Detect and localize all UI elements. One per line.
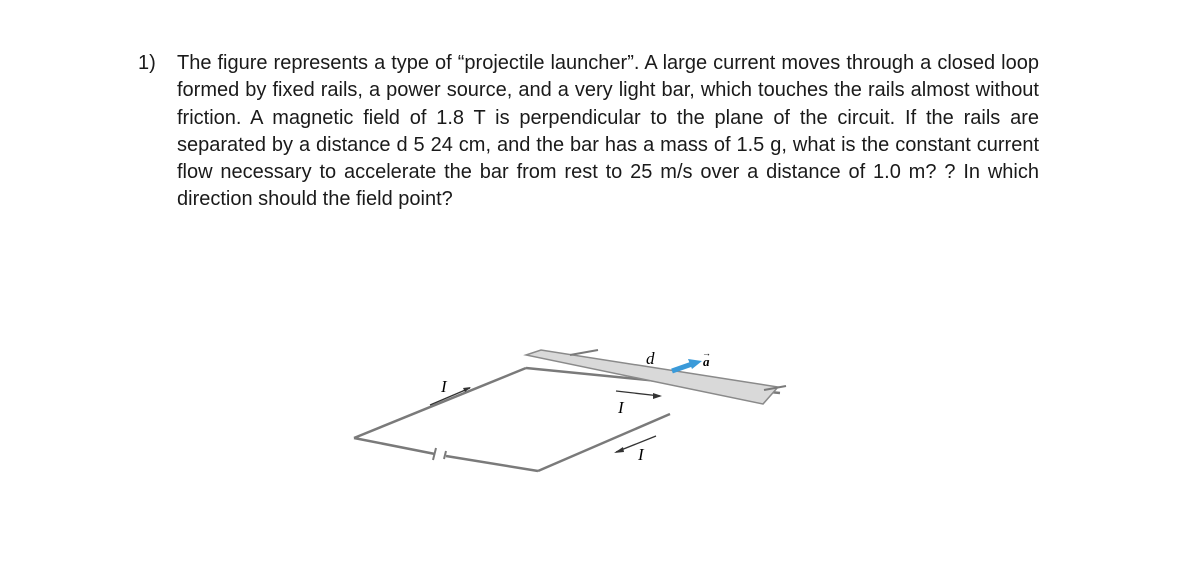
current-label-top: I: [618, 398, 624, 417]
rail-launcher-diagram: [340, 335, 800, 485]
back-rail-extension: [570, 350, 598, 355]
acceleration-arrow-shaft: [672, 364, 692, 371]
current-label-left: I: [441, 377, 447, 396]
battery-plate-short: [444, 451, 446, 459]
front-left-wire: [354, 438, 435, 454]
front-rail: [538, 414, 670, 471]
current-label-bottom: I: [638, 445, 644, 464]
distance-label: d: [646, 349, 655, 368]
rail-launcher-figure: [340, 335, 800, 485]
current-arrow-left: [430, 388, 470, 405]
problem-text: The figure represents a type of “projectile launcher”. A large current moves through a closed loop formed by fixed rails, a power source, and a very light bar, which touches the rails almost without friction. A magnetic field of 1.8 T is perpendicular to the plane of the circuit. If the rails are separated by a distance d 5 24 cm, and the bar has a mass of 1.5 g, what is the constant current flow necessary to accelerate the bar from rest to 25 m/s over a distance of 1.0 m? ? In which direction should the field point?: [177, 52, 1039, 211]
acceleration-label: a: [703, 354, 710, 369]
current-arrowhead-top: [653, 393, 662, 399]
problem-number: 1): [138, 52, 156, 74]
acceleration-vector-arrow: →: [702, 348, 711, 358]
left-back-wire: [354, 368, 526, 438]
current-arrowhead-bottom: [614, 447, 624, 453]
front-right-wire: [446, 456, 538, 471]
acceleration-arrow-head: [688, 359, 702, 369]
